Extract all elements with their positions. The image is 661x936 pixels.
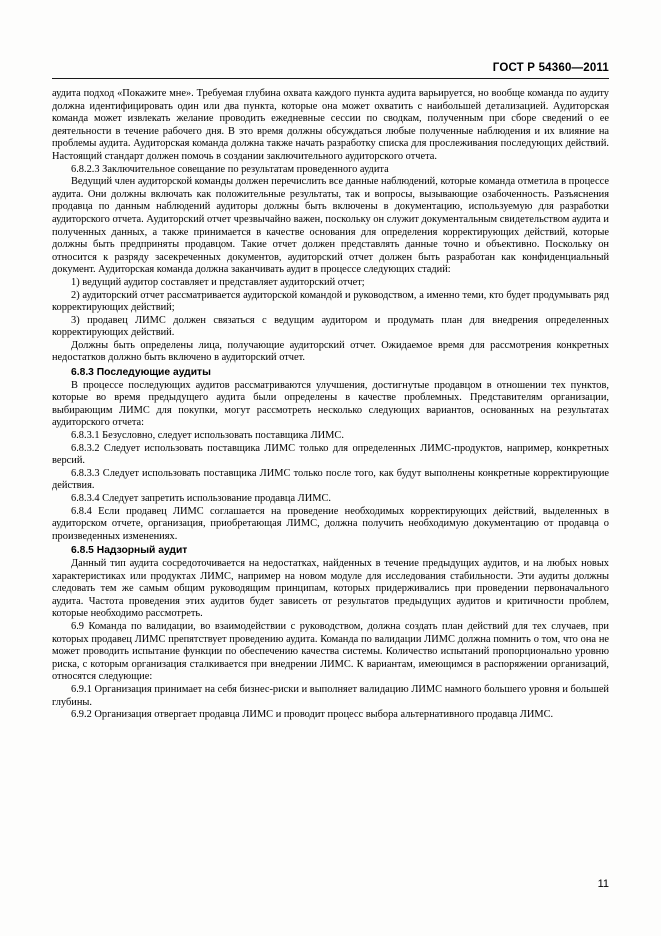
paragraph: В процессе последующих аудитов рассматриваются улучшения, достигнутые продавцом в отношении тех пунктов, которые во время предыдущего аудита были определены в качестве проблемных. Представителям организации, выбирающим ЛИМС для покупки, могут рассмотреть несколько следующих вариантов, основанных на результатах аудиторского отчета: (52, 379, 609, 429)
paragraph: 6.8.3.3 Следует использовать поставщика ЛИМС только после того, как будут выполнены конкретные корректирующие действия. (52, 467, 609, 492)
paragraph-heading-6-8-2-3: 6.8.2.3 Заключительное совещание по результатам проведенного аудита (71, 163, 389, 175)
list-item: 1) ведущий аудитор составляет и представляет аудиторский отчет; (71, 276, 365, 288)
paragraph: аудита подход «Покажите мне». Требуемая глубина охвата каждого пункта аудита варьируется, но вообще команда по аудиту должна идентифицировать один или два пункта, которые она может охватить с наибольшей детализацией. Аудиторская команда может извлекать желание проводить ежедневные сессии по сводкам, полученным при сборе сведений о ее деятельности в течение рабочего дня. В это время должны обсуждаться любые полученные наблюдения и их влияние на проблемы аудита. Аудиторская команда должна также начать разработку списка для прослеживания последующих действий. Настоящий стандарт должен помочь в создании заключительного аудиторского отчета. (52, 88, 609, 162)
list-item: 3) продавец ЛИМС должен связаться с ведущим аудитором и продумать план для внедрения определенных корректирующих действий. (52, 314, 609, 339)
document-body (52, 88, 609, 722)
section-heading-6-8-5: 6.8.5 Надзорный аудит (71, 545, 188, 557)
paragraph: 6.9.1 Организация принимает на себя бизнес-риски и выполняет валидацию ЛИМС намного большего уровня и большей глубины. (52, 683, 609, 708)
paragraph: 6.9 Команда по валидации, во взаимодействии с руководством, должна создать план действий для тех случаев, при которых продавец ЛИМС препятствует проведению аудита. Команда по валидации ЛИМС должна помнить о том, что она не может проводить испытание функции по обеспечению качества системы. Количество испытаний пропорционально уровню риска, с которым организация сталкивается при внедрении ЛИМС. К вариантам, имеющимся в распоряжении организаций, относятся следующие: (52, 620, 609, 683)
paragraph: 6.9.2 Организация отвергает продавца ЛИМС и проводит процесс выбора альтернативного продавца ЛИМС. (71, 709, 554, 721)
paragraph: 6.8.3.4 Следует запретить использование продавца ЛИМС. (71, 493, 331, 504)
paragraph: 6.8.3.1 Безусловно, следует использовать поставщика ЛИМС. (71, 430, 344, 442)
list-item: 2) аудиторский отчет рассматривается аудиторской командой и руководством, а именно теми, кто будет продумывать ряд корректирующих действий; (52, 289, 609, 314)
paragraph: Ведущий член аудиторской команды должен перечислить все данные наблюдений, которые команда отметила в процессе аудита. Они должны включать как положительные результаты, так и вопросы, вызывающие озабоченность. Разъяснения продавца по данным наблюдений аудиторы должны быть включены в документацию, используемую для разработки аудиторского отчета. Аудиторский отчет чрезвычайно важен, поскольку он служит документальным свидетельством аудита и полученных данных, а также принимается в качестве основания для определения корректирующих действий, которые должны быть предприняты продавцом. Такие отчет должен представлять данные точно и объективно. Поскольку он относится к разряду засекреченных документов, аудиторский отчет должен быть разработан как конфиденциальный документ. Аудиторская команда должна заканчивать аудит в процессе следующих стадий: (52, 176, 609, 276)
paragraph: Данный тип аудита сосредоточивается на недостатках, найденных в течение предыдущих аудитов, и на любых новых характеристиках или продуктах ЛИМС, например на новом модуле для исследования стабильности. Эти аудиты должны следовать тем же самым общим руководящим принципам, которых придерживались при проведении первоначального аудита. Частота проведения этих аудитов будет зависеть от результатов предыдущих аудитов и критичности проблем, которые необходимо рассмотреть. (52, 557, 609, 620)
paragraph: 6.8.3.2 Следует использовать поставщика ЛИМС только для определенных ЛИМС-продуктов, например, конкретных версий. (52, 442, 609, 467)
paragraph: 6.8.4 Если продавец ЛИМС соглашается на проведение необходимых корректирующих действий, выделенных в аудиторском отчете, организация, приобретающая ЛИМС, должна получить необходимую документацию от продавца о произведенных изменениях. (52, 505, 609, 542)
paragraph: Должны быть определены лица, получающие аудиторский отчет. Ожидаемое время для рассмотрения конкретных недостатков должно быть включено в аудиторский отчет. (52, 339, 609, 364)
page-header: ГОСТ Р 54360—2011 (492, 62, 609, 74)
page-number: 11 (597, 878, 609, 890)
section-heading-6-8-3: 6.8.3 Последующие аудиты (71, 367, 211, 379)
header-rule (52, 78, 609, 79)
